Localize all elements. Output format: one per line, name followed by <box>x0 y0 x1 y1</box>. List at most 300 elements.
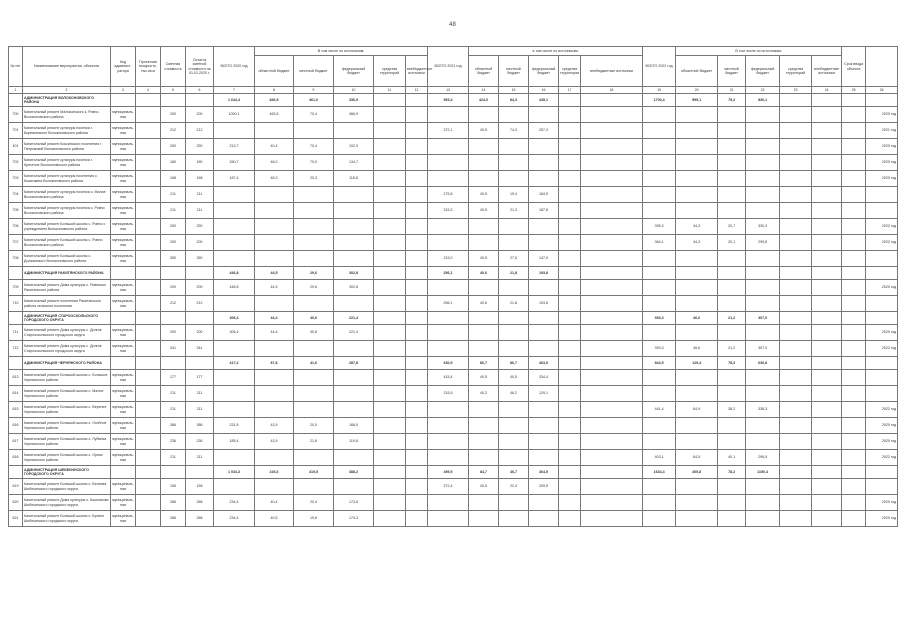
row-number: 621 <box>9 511 23 527</box>
table-cell: 21,2 <box>718 341 746 357</box>
object-name: Капитальный ремонт культуры поселка г. Бирюкинского Волоконовского района <box>23 123 111 139</box>
table-cell <box>334 251 374 267</box>
table-cell <box>406 235 428 251</box>
table-cell <box>136 479 161 495</box>
table-cell: 134,7 <box>334 155 374 171</box>
table-cell: 64,9 <box>676 402 718 418</box>
table-cell <box>643 203 676 219</box>
table-cell <box>374 370 406 386</box>
table-cell <box>136 139 161 155</box>
table-cell <box>136 155 161 171</box>
group-heading-row <box>9 466 898 479</box>
table-cell <box>499 418 529 434</box>
table-cell: 64,5 <box>676 450 718 466</box>
table-cell <box>581 203 643 219</box>
table-cell <box>406 107 428 123</box>
table-cell: 78,3 <box>718 357 746 370</box>
column-number: 23 <box>780 87 812 94</box>
table-cell <box>334 479 374 495</box>
row-number: 617 <box>9 434 23 450</box>
table-cell: 86,7 <box>499 357 529 370</box>
table-cell <box>780 312 812 325</box>
table-cell <box>529 107 559 123</box>
table-cell <box>842 280 866 296</box>
table-cell <box>559 235 581 251</box>
completion-year: 2022 год <box>866 402 898 418</box>
table-cell <box>746 418 780 434</box>
column-number: 14 <box>469 87 499 94</box>
table-cell: 177 <box>186 370 214 386</box>
table-cell <box>406 123 428 139</box>
table-cell <box>214 203 255 219</box>
column-number: 25 <box>842 87 866 94</box>
table-cell: муниципаль-ная <box>111 450 136 466</box>
table-cell <box>136 325 161 341</box>
table-cell: 212 <box>161 123 186 139</box>
table-cell <box>780 434 812 450</box>
table-cell: 415,4 <box>428 370 469 386</box>
object-name: Капитальный ремонт Большой школы с. Верхнее Чернянского района <box>23 402 111 418</box>
col-header: ВСЕГО 2021 год <box>428 47 469 87</box>
table-cell: 70,4 <box>294 107 334 123</box>
table-cell: 46,6 <box>676 312 718 325</box>
table-cell <box>676 267 718 280</box>
table-cell <box>581 251 643 267</box>
table-cell <box>676 203 718 219</box>
table-cell <box>136 203 161 219</box>
table-cell <box>559 139 581 155</box>
table-cell <box>334 203 374 219</box>
table-cell <box>428 139 469 155</box>
table-cell: 102,9 <box>334 139 374 155</box>
table-cell <box>842 386 866 402</box>
table-cell <box>214 370 255 386</box>
table-cell: 27,5 <box>499 251 529 267</box>
table-cell <box>746 296 780 312</box>
column-number: 10 <box>334 87 374 94</box>
table-cell <box>529 171 559 187</box>
table-cell <box>214 450 255 466</box>
table-cell: 119,8 <box>334 434 374 450</box>
table-cell: 595,1 <box>676 94 718 107</box>
table-cell <box>374 203 406 219</box>
table-cell: 236 <box>186 434 214 450</box>
table-cell <box>374 187 406 203</box>
table-cell: 1 644,4 <box>214 94 255 107</box>
table-cell: 215,0 <box>428 251 469 267</box>
table-cell <box>780 341 812 357</box>
table-cell: 200 <box>161 325 186 341</box>
table-cell: 215,5 <box>428 386 469 402</box>
table-cell <box>746 187 780 203</box>
table-cell <box>529 280 559 296</box>
table-cell: 212 <box>161 296 186 312</box>
table-cell <box>812 495 842 511</box>
table-cell <box>842 296 866 312</box>
table-cell: 21,6 <box>294 434 334 450</box>
table-cell: 1150,4 <box>746 466 780 479</box>
table-cell <box>136 434 161 450</box>
table-cell <box>111 267 136 280</box>
table-cell: 419,5 <box>294 466 334 479</box>
table-cell <box>718 251 746 267</box>
table-cell: муниципаль-ная <box>111 341 136 357</box>
table-cell <box>812 450 842 466</box>
table-cell: 286 <box>186 495 214 511</box>
table-cell <box>676 187 718 203</box>
table-cell <box>812 466 842 479</box>
table-cell: муниципаль-ная <box>111 203 136 219</box>
table-cell <box>499 450 529 466</box>
table-cell <box>643 370 676 386</box>
row-number <box>9 466 23 479</box>
table-cell: муниципаль-ная <box>111 219 136 235</box>
table-cell <box>559 495 581 511</box>
table-cell <box>780 187 812 203</box>
col-header: областной бюджет <box>255 56 294 87</box>
table-cell <box>812 434 842 450</box>
table-cell: 173,6 <box>334 495 374 511</box>
table-cell <box>643 495 676 511</box>
completion-year <box>866 267 898 280</box>
object-name: Капитальный ремонт культуры поселка с. Ровно Волоконовского района <box>23 203 111 219</box>
table-cell: 168 <box>186 171 214 187</box>
table-cell: 441,4 <box>643 402 676 418</box>
table-cell <box>676 107 718 123</box>
table-cell: 250 <box>161 139 186 155</box>
table-cell <box>842 357 866 370</box>
table-cell <box>812 235 842 251</box>
table-cell <box>334 386 374 402</box>
object-name: Капитальный ремонт Малоконского к. Ровно-Волоконовского района <box>23 107 111 123</box>
table-cell <box>406 280 428 296</box>
table-cell <box>334 341 374 357</box>
completion-year <box>866 312 898 325</box>
table-cell <box>746 325 780 341</box>
col-header: местный бюджет <box>718 56 746 87</box>
table-row <box>9 418 898 434</box>
table-cell: 211 <box>161 187 186 203</box>
table-cell: 341 <box>161 341 186 357</box>
table-cell: 40,6 <box>469 296 499 312</box>
table-cell: 256,1 <box>428 267 469 280</box>
table-cell: 44,3 <box>676 235 718 251</box>
table-cell <box>676 386 718 402</box>
table-cell: 44,5 <box>255 280 294 296</box>
table-row <box>9 386 898 402</box>
table-cell <box>406 450 428 466</box>
table-cell: 20,7 <box>718 219 746 235</box>
table-cell: 44,4 <box>255 312 294 325</box>
table-cell <box>374 107 406 123</box>
col-header: средства территорий <box>374 56 406 87</box>
table-cell <box>718 479 746 495</box>
table-cell <box>812 296 842 312</box>
table-cell: 40,2 <box>469 386 499 402</box>
table-cell: 46,6 <box>676 341 718 357</box>
table-cell: 1634,4 <box>643 466 676 479</box>
table-cell <box>136 94 161 107</box>
completion-year <box>866 251 898 267</box>
table-row <box>9 123 898 139</box>
table-cell: муниципаль-ная <box>111 280 136 296</box>
table-cell <box>842 187 866 203</box>
table-cell <box>255 341 294 357</box>
table-cell: 21,8 <box>499 296 529 312</box>
source-group-header: в том числе по источникам: <box>469 47 643 56</box>
table-cell: 446,8 <box>214 267 255 280</box>
table-cell <box>643 386 676 402</box>
table-cell: муниципаль-ная <box>111 370 136 386</box>
completion-year: 2020 год <box>866 495 898 511</box>
table-cell: 211 <box>161 203 186 219</box>
table-cell <box>469 434 499 450</box>
row-number <box>9 357 23 370</box>
table-cell: 168,0 <box>334 418 374 434</box>
table-cell <box>746 511 780 527</box>
table-cell <box>428 155 469 171</box>
table-cell <box>214 341 255 357</box>
object-name: Капитальный ремонт Дома культуры с. Кошлаково Шебекинского городского округа <box>23 495 111 511</box>
table-cell <box>428 450 469 466</box>
table-cell: муниципаль-ная <box>111 434 136 450</box>
table-cell: 226,6 <box>255 466 294 479</box>
table-cell <box>428 495 469 511</box>
object-name: Капитальный ремонт поселения Ракитянского района сельского поселения <box>23 296 111 312</box>
table-cell: 334,4 <box>529 370 559 386</box>
table-cell <box>842 123 866 139</box>
table-cell: 338,3 <box>746 402 780 418</box>
completion-year <box>866 94 898 107</box>
table-cell <box>161 357 186 370</box>
table-cell: 953,4 <box>428 94 469 107</box>
table-cell <box>780 386 812 402</box>
col-header: внебюджетные источники <box>812 56 842 87</box>
table-cell <box>842 402 866 418</box>
table-cell <box>581 357 643 370</box>
table-cell <box>746 370 780 386</box>
table-cell <box>643 511 676 527</box>
row-number: 706 <box>9 219 23 235</box>
table-cell <box>136 418 161 434</box>
table-cell: 336,9 <box>334 94 374 107</box>
table-cell <box>718 155 746 171</box>
table-cell <box>718 418 746 434</box>
table-cell <box>676 511 718 527</box>
table-cell: 19,4 <box>499 187 529 203</box>
table-cell <box>374 325 406 341</box>
table-row <box>9 495 898 511</box>
table-cell <box>746 267 780 280</box>
table-cell: 21,2 <box>718 312 746 325</box>
table-cell: 272,4 <box>428 479 469 495</box>
header-group-row <box>9 47 898 56</box>
table-cell: 184,9 <box>529 187 559 203</box>
table-cell <box>428 341 469 357</box>
table-cell <box>676 418 718 434</box>
table-cell <box>428 171 469 187</box>
table-cell <box>374 450 406 466</box>
table-cell <box>499 434 529 450</box>
table-cell <box>136 312 161 325</box>
table-cell <box>499 312 529 325</box>
table-cell <box>255 402 294 418</box>
table-cell: 20,4 <box>294 495 334 511</box>
table-cell <box>529 312 559 325</box>
table-cell: 364,1 <box>643 235 676 251</box>
table-cell <box>581 370 643 386</box>
table-cell <box>529 418 559 434</box>
table-cell <box>499 495 529 511</box>
table-cell: 286 <box>161 495 186 511</box>
completion-year <box>866 479 898 495</box>
table-cell <box>718 139 746 155</box>
table-cell <box>718 187 746 203</box>
completion-year: 2020 год <box>866 325 898 341</box>
table-cell <box>581 312 643 325</box>
table-cell <box>406 171 428 187</box>
table-cell <box>718 370 746 386</box>
row-number: 616 <box>9 418 23 434</box>
table-cell <box>294 341 334 357</box>
completion-year <box>866 466 898 479</box>
table-cell <box>294 187 334 203</box>
table-cell: 211 <box>186 203 214 219</box>
table-cell <box>581 267 643 280</box>
table-cell <box>406 296 428 312</box>
table-cell: 212 <box>186 123 214 139</box>
table-cell <box>643 251 676 267</box>
group-heading-row <box>9 357 898 370</box>
table-cell: 250,7 <box>214 155 255 171</box>
table-cell <box>842 94 866 107</box>
table-cell <box>581 495 643 511</box>
table-cell <box>746 495 780 511</box>
table-cell <box>406 267 428 280</box>
table-cell <box>294 386 334 402</box>
table-cell <box>746 107 780 123</box>
table-cell: 187,4 <box>214 171 255 187</box>
completion-year: 2022 год <box>866 341 898 357</box>
source-group-header: В том числе по источникам: <box>255 47 428 56</box>
table-cell <box>529 235 559 251</box>
table-cell <box>842 235 866 251</box>
table-cell <box>812 107 842 123</box>
table-cell <box>559 94 581 107</box>
table-cell <box>812 187 842 203</box>
table-cell <box>718 296 746 312</box>
table-cell <box>643 479 676 495</box>
table-cell: муниципаль-ная <box>111 251 136 267</box>
object-name: Капитальный ремонт Коксинского поселения г. Петровский Волоконовского района <box>23 139 111 155</box>
table-cell: 74,3 <box>499 123 529 139</box>
table-cell: 40,4 <box>255 139 294 155</box>
table-cell <box>499 139 529 155</box>
table-cell <box>469 341 499 357</box>
table-cell <box>136 187 161 203</box>
table-cell <box>581 418 643 434</box>
table-cell <box>581 107 643 123</box>
col-header: внебюджетные источники <box>581 56 643 87</box>
table-cell: 40,5 <box>499 370 529 386</box>
table-cell <box>374 219 406 235</box>
table-cell <box>780 94 812 107</box>
table-cell <box>780 450 812 466</box>
table-cell <box>374 418 406 434</box>
table-cell <box>374 466 406 479</box>
table-cell <box>842 219 866 235</box>
table-cell <box>780 219 812 235</box>
table-cell <box>161 312 186 325</box>
completion-year: 2020 год <box>866 280 898 296</box>
table-cell: 221,4 <box>334 312 374 325</box>
table-cell <box>136 296 161 312</box>
table-cell: 424,0 <box>469 94 499 107</box>
table-cell <box>186 312 214 325</box>
table-cell <box>676 296 718 312</box>
table-row <box>9 219 898 235</box>
table-cell <box>186 357 214 370</box>
completion-year: 2021 год <box>866 123 898 139</box>
group-heading-row <box>9 267 898 280</box>
table-cell <box>406 511 428 527</box>
table-cell <box>812 312 842 325</box>
table-cell <box>812 280 842 296</box>
table-cell: 211 <box>161 402 186 418</box>
table-cell: 221,4 <box>334 325 374 341</box>
table-cell <box>406 187 428 203</box>
table-cell <box>581 511 643 527</box>
completion-year <box>866 203 898 219</box>
table-cell: 40,5 <box>469 370 499 386</box>
table-cell <box>469 235 499 251</box>
table-cell <box>529 139 559 155</box>
table-cell <box>111 357 136 370</box>
completion-year: 2020 год <box>866 418 898 434</box>
table-cell <box>136 280 161 296</box>
table-cell: 180 <box>161 155 186 171</box>
table-cell <box>255 251 294 267</box>
table-cell <box>581 94 643 107</box>
table-cell <box>718 434 746 450</box>
table-cell <box>718 123 746 139</box>
table-cell <box>559 479 581 495</box>
object-name: Капитальный ремонт Большой школы с. Должанского Волоконовского района <box>23 251 111 267</box>
table-cell: 200 <box>161 280 186 296</box>
table-cell <box>559 312 581 325</box>
row-number: 702 <box>9 155 23 171</box>
table-cell <box>499 107 529 123</box>
completion-year: 2020 год <box>866 511 898 527</box>
completion-year: 2022 год <box>866 450 898 466</box>
completion-year: 2020 год <box>866 139 898 155</box>
table-cell <box>581 402 643 418</box>
table-cell: 287,8 <box>334 357 374 370</box>
table-cell <box>842 495 866 511</box>
table-cell <box>255 450 294 466</box>
table-cell: 44,3 <box>676 219 718 235</box>
table-cell <box>746 479 780 495</box>
table-cell <box>469 107 499 123</box>
table-cell <box>581 325 643 341</box>
table-cell: 302,8 <box>334 280 374 296</box>
table-cell <box>842 370 866 386</box>
table-cell <box>780 267 812 280</box>
table-cell <box>676 123 718 139</box>
table-cell: 129,1 <box>529 386 559 402</box>
table-cell <box>334 402 374 418</box>
table-cell <box>334 370 374 386</box>
